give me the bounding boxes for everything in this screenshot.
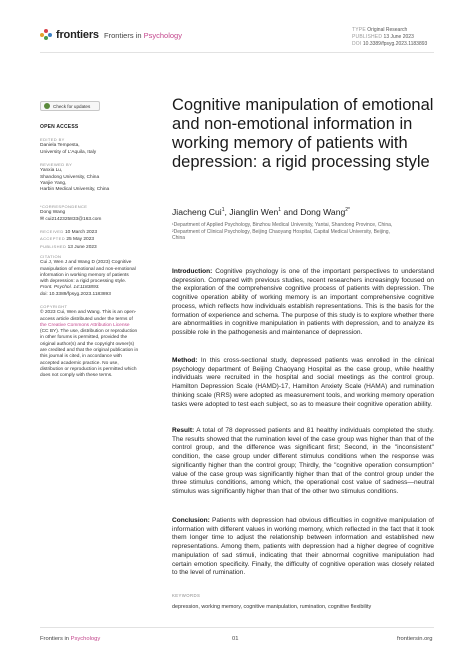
abstract-result: Result: A total of 78 depressed patients and 81 healthy individuals completed the study. The results showed that the rumination level of the case group was higher than that of the control group, and the difference was significant first; Second, in the "inconsistent" condition, the case group under different stimulus conditions when the response was significantly higher than the control group; Thirdly, the "cognitive operation consumption" value of the case group was significantly higher than that of the control group under the three stimulus conditions, among which, the operational cost value of sadness—neutral stimulus was significantly higher than that of the other two stimulus conditions.: [172, 427, 434, 495]
frontiers-logo-icon: [40, 29, 52, 41]
author-wen[interactable]: , Jianglin Wen: [224, 207, 279, 217]
keywords: depression, working memory, cognitive manipulation, rumination, cognitive flexibility: [172, 604, 372, 610]
author-list: Jiacheng Cui$^1$, Jianglin Wen$^1$ and Dong Wang$^{2*}$: [172, 207, 350, 217]
reviewed-by: REVIEWED BY Yanxia Lu, Shandong University, China Yanjie Yang, Harbin Medical University, China: [40, 162, 110, 193]
abstract-method: Method: In this cross-sectional study, depressed patients was enrolled in the clinical psychology department of Beijing Chaoyang Hospital as the case group, while healthy individuals were recruited in the hospital and social meetings as the control group. Hamilton Depression Scale (HAMD)-17, Hamilton Anxiety Scale (HAMA) and rumination thinking scale (RRS) were adopted as measurement tools, and working memory operation tasks were adopted to test each subject, so as to measure their cognitive operation ability.: [172, 357, 434, 408]
logo-text: frontiers: [56, 29, 99, 41]
affiliations: ¹Department of Applied Psychology, Binzhou Medical University, Yantai, Shandong Province, China, ²Department of Clinical Psychology, Beijing Chaoyang Hospital, Capital Medical University, Beijing, China: [172, 222, 393, 242]
check-for-updates-button[interactable]: Check for updates: [40, 101, 100, 111]
abstract-conclusion: Conclusion: Patients with depression had obvious difficulties in cognitive manipulation of information with different values in working memory, which reflected in the fact that it took them longer time to adjust the relationship between information and established new representations. Among them, patients with depression had a higher degree of cognitive manipulation of sad stimuli, indicating that their abnormal cognitive manipulation had certain emotion specificity. Finally, the difficulty of cognitive operation was closely related to the level of rumination.: [172, 517, 434, 577]
doi-link[interactable]: 10.3389/fpsyg.2023.1183893: [362, 41, 428, 47]
frontiers-logo[interactable]: [40, 29, 99, 41]
keywords-heading: KEYWORDS: [172, 593, 201, 598]
check-updates-icon: [44, 103, 50, 109]
header-divider: [40, 52, 434, 53]
journal-name[interactable]: Frontiers in Psychology: [104, 31, 182, 40]
open-access-label: OPEN ACCESS: [40, 124, 79, 130]
article-meta: TYPE Original Research PUBLISHED 13 June 2023 DOI 10.3389/fpsyg.2023.1183893: [352, 27, 428, 47]
abstract-introduction: Introduction: Cognitive psychology is one of the important perspectives to understand depression. Compared with previous studies, recent researchers increasingly focused on the exploration of the comprehensive cognitive process of patients with depression. The cognitive operation ability of working memory is an important comprehensive cognitive process, which reflects how individuals establish representations. This is the basis for the formation of experience and schema. The purpose of this study is to explore whether there are abnormalities in cognitive manipulation in patients with depression, and to analyze its possible role in the pathogenesis and maintenance of depression.: [172, 268, 434, 336]
copyright: COPYRIGHT © 2023 Cui, Wen and Wang. This is an open- access article distributed under the terms of the Creative Commons Attribution License (CC BY). The use, distribution or reproduction in other forums is permitted, provided the original author(s) and the copyright owner(s) are credited and that the original publication in this journal is cited, in accordance with accepted academic practice. No use, distribution or reproduction is permitted which does not comply with these terms.: [40, 304, 158, 380]
dates: RECEIVED 10 March 2023 ACCEPTED 25 May 2023 PUBLISHED 13 June 2023: [40, 229, 97, 250]
footer-divider: [40, 627, 434, 628]
correspondence: *CORRESPONDENCE Dong Wang ✉ cui2142325833@163.com: [40, 204, 158, 223]
citation: CITATION Cui J, Wen J and Wang D (2023) Cognitive manipulation of emotional and non-emotional information in working memory of patients with depression: a rigid processing style. Front. Psychol. 14:1183893. doi: 10.3389/fpsyg.2023.1183893: [40, 254, 136, 297]
correspondence-email[interactable]: ✉ cui2142325833@163.com: [40, 216, 102, 222]
frontiersin-link[interactable]: frontiersin.org: [397, 636, 433, 642]
page-number: 01: [232, 636, 239, 642]
article-title: Cognitive manipulation of emotional and non-emotional information in working memory of patients with depression: a rigid processing style: [172, 96, 434, 171]
edited-by: EDITED BY Daniela Tempesta, University of L'Aquila, Italy: [40, 137, 97, 155]
cc-by-license-link[interactable]: the Creative Commons Attribution License: [40, 322, 130, 328]
footer-journal[interactable]: Frontiers in Psychology: [40, 636, 101, 642]
author-cui[interactable]: Jiacheng Cui: [172, 207, 222, 217]
author-wang[interactable]: and Dong Wang: [281, 207, 346, 217]
